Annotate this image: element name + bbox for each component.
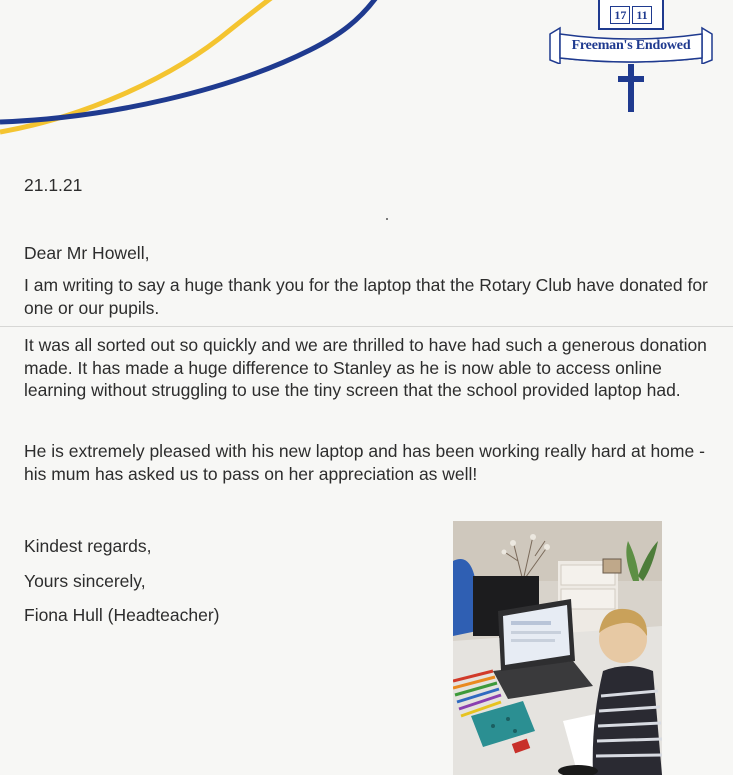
letter-paragraph-2: It was all sorted out so quickly and we are thrilled to have had such a generous donation made. It has made a huge difference to Stanley as he is now able to access online learning without struggling to use the tiny screen that the school provided laptop had. bbox=[24, 335, 707, 400]
letter-salutation: Dear Mr Howell, bbox=[24, 243, 150, 263]
crest-year-left: 17 bbox=[610, 6, 630, 24]
crest-year-right: 11 bbox=[632, 6, 651, 24]
letter-signature: Fiona Hull (Headteacher) bbox=[24, 605, 220, 625]
crest-school-name: Freeman's Endowed bbox=[571, 38, 691, 53]
child-at-laptop-photo bbox=[453, 521, 662, 775]
letter-closing-regards: Kindest regards, bbox=[24, 536, 152, 556]
letter-paragraph-3: He is extremely pleased with his new laptop and has been working really hard at home - his mum has asked us to pass on her appreciation as well! bbox=[24, 441, 705, 484]
letter-date: 21.1.21 bbox=[24, 175, 83, 195]
school-crest bbox=[546, 0, 716, 120]
yellow-swoosh bbox=[0, 0, 275, 132]
photo-illustration bbox=[453, 521, 662, 775]
letter-paragraph-1: I am writing to say a huge thank you for the laptop that the Rotary Club have donated for one or our pupils. bbox=[24, 275, 708, 318]
cross-icon bbox=[618, 64, 644, 112]
paper-fold-line bbox=[0, 326, 733, 327]
letter-closing-sincerely: Yours sincerely, bbox=[24, 571, 146, 591]
paper-speck bbox=[386, 218, 388, 220]
